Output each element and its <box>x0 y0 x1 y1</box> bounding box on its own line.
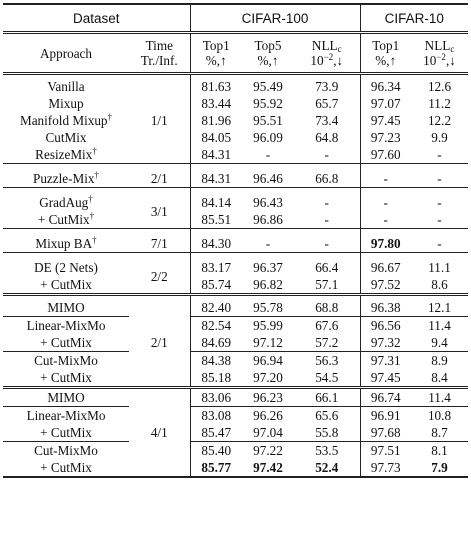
c100-top1-cell: 85.40 <box>201 443 232 458</box>
c100-nll-cell: - <box>294 211 360 229</box>
results-table-container <box>3 3 468 478</box>
table-row <box>3 459 468 477</box>
c100-top5-cell: 96.23 <box>253 390 283 405</box>
c10-nll-cell: - <box>437 236 442 251</box>
c10-top1-cell: 97.07 <box>370 96 401 111</box>
table-row <box>3 424 468 442</box>
time-cell: 2/1 <box>129 299 190 388</box>
c100-top5-cell: 96.86 <box>253 212 283 227</box>
c100-top5-cell: 97.12 <box>253 335 283 350</box>
approach-cell: CutMix <box>45 130 87 145</box>
column-header-row <box>3 33 468 74</box>
c100-top5-cell: 96.37 <box>253 260 283 275</box>
c100-nll-cell: 67.6 <box>294 317 360 335</box>
approach-cell: + CutMix <box>40 370 92 385</box>
pct-up-label: %,↑ <box>205 53 227 68</box>
approach-cell: Mixup BA† <box>35 235 97 251</box>
top5-label: Top5 <box>254 38 282 53</box>
approach-cell: MIMO <box>47 390 85 405</box>
approach-cell: ResizeMix† <box>35 146 97 162</box>
c100-top1-cell: 85.18 <box>201 370 232 385</box>
c100-nll-cell: 73.4 <box>294 112 360 129</box>
c100-nll-cell: 57.1 <box>294 276 360 295</box>
c100-nll-cell: 66.1 <box>294 388 360 407</box>
c100-top5-cell: 96.46 <box>253 171 283 186</box>
c100-nll-cell: 66.8 <box>294 170 360 188</box>
c100-nll-cell: 73.9 <box>294 78 360 95</box>
approach-cell: Manifold Mixup† <box>19 112 113 128</box>
nll-scale-label: $10^{-2},↓$ <box>423 52 456 68</box>
c100-top1-cell: 84.05 <box>201 130 232 145</box>
c100-top1-cell: 81.96 <box>201 113 232 128</box>
c10-top1-cell: - <box>383 212 388 227</box>
table-row <box>3 146 468 164</box>
c10-nll-cell: 10.8 <box>427 408 452 423</box>
table-row <box>3 194 468 211</box>
c100-nll-cell: - <box>294 146 360 164</box>
c10-top1-header <box>360 33 411 74</box>
approach-cell: + CutMix <box>40 460 92 475</box>
table-row <box>3 95 468 112</box>
c10-nll-cell: 8.9 <box>431 353 448 368</box>
c100-nll-cell: 65.6 <box>294 407 360 425</box>
table-row <box>3 170 468 188</box>
c100-nll-cell: 55.8 <box>294 424 360 442</box>
c100-top1-cell: 83.08 <box>201 408 232 423</box>
c100-top5-cell: 95.51 <box>253 113 283 128</box>
dagger-mark: † <box>92 235 97 245</box>
c10-nll-cell: - <box>437 171 442 186</box>
c10-nll-cell: 8.4 <box>431 370 448 385</box>
c10-top1-cell: 97.45 <box>370 113 401 128</box>
c10-top1-cell: 97.31 <box>370 353 401 368</box>
c10-nll-cell: 9.9 <box>431 130 448 145</box>
c10-nll-cell: 12.2 <box>427 113 452 128</box>
c10-nll-cell: - <box>437 195 442 210</box>
c10-nll-cell: 9.4 <box>431 335 448 350</box>
cifar10-header: CIFAR-10 <box>384 10 444 26</box>
dagger-mark: † <box>107 112 113 122</box>
top1-label: Top1 <box>372 38 400 53</box>
table-row <box>3 442 468 460</box>
table-row <box>3 211 468 229</box>
approach-cell: + CutMix <box>40 277 92 292</box>
c100-nll-cell: 52.4 <box>294 459 360 477</box>
c100-top1-cell: 81.63 <box>201 79 232 94</box>
c10-top1-cell: 96.67 <box>370 260 401 275</box>
table-row <box>3 317 468 335</box>
c10-nll-cell: 8.1 <box>431 443 448 458</box>
c10-nll-cell: 11.4 <box>428 390 451 405</box>
approach-cell: Linear-MixMo <box>26 318 106 333</box>
table-row <box>3 407 468 425</box>
dagger-mark: † <box>94 170 100 180</box>
c100-nll-header <box>294 33 360 74</box>
pct-up-label: %,↑ <box>257 53 279 68</box>
c10-top1-cell: 97.60 <box>370 147 401 162</box>
approach-cell: GradAug† <box>39 194 93 210</box>
c100-top5-cell: 96.94 <box>253 353 283 368</box>
table-row <box>3 369 468 388</box>
time-cell: 1/1 <box>129 78 190 164</box>
c10-top1-cell: 97.73 <box>370 460 401 475</box>
pct-up-label: %,↑ <box>375 53 397 68</box>
approach-cell: Cut-MixMo <box>34 353 98 368</box>
c100-top1-cell: 85.77 <box>201 460 232 475</box>
c100-top5-cell: 96.26 <box>253 408 283 423</box>
approach-header: Approach <box>40 45 92 61</box>
c10-top1-cell: 97.68 <box>370 425 401 440</box>
c100-top5-cell: 95.78 <box>253 300 283 315</box>
approach-cell: + CutMix <box>40 425 92 440</box>
table-row <box>3 235 468 253</box>
results-table <box>3 3 468 478</box>
c10-top1-cell: 97.45 <box>370 370 401 385</box>
c100-nll-cell: 68.8 <box>294 299 360 317</box>
table-row <box>3 129 468 146</box>
c10-nll-cell: 12.6 <box>427 79 452 94</box>
c100-nll-cell: 66.4 <box>294 259 360 276</box>
c100-top1-cell: 84.30 <box>201 236 232 251</box>
c100-nll-cell: 57.2 <box>294 334 360 352</box>
approach-cell: + CutMix <box>40 335 92 350</box>
c100-top1-header <box>190 33 242 74</box>
c10-top1-cell: 97.51 <box>370 443 401 458</box>
c100-top5-header <box>242 33 294 74</box>
approach-cell: Mixup <box>48 96 84 111</box>
c10-nll-cell: 11.1 <box>428 260 451 275</box>
c100-top5-cell: 96.09 <box>253 130 283 145</box>
table-row <box>3 352 468 370</box>
table-row <box>3 259 468 276</box>
c10-nll-cell: 7.9 <box>431 460 448 475</box>
approach-cell: Vanilla <box>47 79 85 94</box>
c100-top5-cell: 95.92 <box>253 96 283 111</box>
c100-top1-cell: 84.14 <box>201 195 232 210</box>
table-row <box>3 334 468 352</box>
c10-nll-cell: 8.7 <box>431 425 448 440</box>
dataset-header-row <box>3 4 468 33</box>
c100-top5-cell: 97.04 <box>253 425 283 440</box>
c10-top1-cell: 97.52 <box>370 277 401 292</box>
c100-top5-cell: - <box>265 236 271 251</box>
dataset-header: Dataset <box>3 4 190 33</box>
cifar100-header: CIFAR-100 <box>190 4 360 33</box>
c10-top1-cell: 97.32 <box>370 335 401 350</box>
c100-nll-cell: 65.7 <box>294 95 360 112</box>
c10-nll-cell: - <box>437 212 442 227</box>
approach-cell: Linear-MixMo <box>26 408 106 423</box>
time-header-line2: Tr./Inf. <box>140 53 178 68</box>
c100-top1-cell: 84.31 <box>201 171 232 186</box>
c100-nll-cell: - <box>294 235 360 253</box>
nll-scale-label: $10^{-2},↓$ <box>310 52 344 68</box>
c100-top1-cell: 85.47 <box>201 425 232 440</box>
c100-top5-cell: - <box>265 147 271 162</box>
c100-top1-cell: 83.06 <box>201 390 232 405</box>
approach-cell: Puzzle-Mix† <box>32 170 100 186</box>
table-row <box>3 276 468 295</box>
c10-top1-cell: 96.38 <box>370 300 401 315</box>
c100-top1-cell: 85.74 <box>201 277 232 292</box>
time-cell: 3/1 <box>129 194 190 229</box>
c100-top5-cell: 97.20 <box>253 370 283 385</box>
c100-top5-cell: 96.43 <box>253 195 283 210</box>
approach-cell: + CutMix† <box>37 211 95 227</box>
c100-top1-cell: 85.51 <box>201 212 232 227</box>
approach-cell: Cut-MixMo <box>34 443 98 458</box>
c10-nll-cell: 12.1 <box>427 300 452 315</box>
time-cell: 2/1 <box>129 170 190 188</box>
c100-nll-cell: 53.5 <box>294 442 360 460</box>
c100-top5-cell: 95.49 <box>253 79 283 94</box>
table-row <box>3 112 468 129</box>
c100-top5-cell: 95.99 <box>253 318 283 333</box>
c10-top1-cell: - <box>383 195 388 210</box>
c10-nll-cell: 11.2 <box>428 96 451 111</box>
c10-top1-cell: 97.23 <box>370 130 401 145</box>
c100-top1-cell: 84.69 <box>201 335 232 350</box>
c10-top1-cell: 96.74 <box>370 390 401 405</box>
c10-top1-cell: 96.56 <box>370 318 401 333</box>
c10-top1-cell: 96.91 <box>370 408 401 423</box>
time-cell: 4/1 <box>129 388 190 478</box>
c100-top5-cell: 97.42 <box>253 460 283 475</box>
c100-top1-cell: 82.40 <box>201 300 232 315</box>
c100-top1-cell: 82.54 <box>201 318 232 333</box>
time-cell: 7/1 <box>129 235 190 253</box>
approach-cell: DE (2 Nets) <box>34 260 98 275</box>
dagger-mark: † <box>88 194 93 204</box>
table-row <box>3 78 468 95</box>
time-header <box>129 33 190 74</box>
time-cell: 2/2 <box>129 259 190 295</box>
nll-label: $NLL_c$ <box>424 38 455 54</box>
c100-top1-cell: 84.38 <box>201 353 232 368</box>
time-header-line1: Time <box>145 38 173 53</box>
nll-label: $NLL_c$ <box>311 38 342 54</box>
c100-nll-cell: 64.8 <box>294 129 360 146</box>
c10-top1-cell: 97.80 <box>370 236 401 251</box>
approach-cell: MIMO <box>47 300 85 315</box>
c10-nll-header <box>411 33 468 74</box>
c10-top1-cell: 96.34 <box>370 79 401 94</box>
table-row <box>3 388 468 407</box>
c10-top1-cell: - <box>383 171 388 186</box>
c10-nll-cell: 11.4 <box>428 318 451 333</box>
c100-top1-cell: 84.31 <box>201 147 232 162</box>
top1-label: Top1 <box>202 38 230 53</box>
c10-nll-cell: - <box>437 147 442 162</box>
c100-top1-cell: 83.17 <box>201 260 232 275</box>
c10-nll-cell: 8.6 <box>431 277 448 292</box>
c100-nll-cell: - <box>294 194 360 211</box>
c100-top5-cell: 96.82 <box>253 277 283 292</box>
c100-nll-cell: 54.5 <box>294 369 360 388</box>
dagger-mark: † <box>92 146 97 156</box>
c100-top1-cell: 83.44 <box>201 96 232 111</box>
dagger-mark: † <box>89 211 95 221</box>
table-row <box>3 299 468 317</box>
c100-top5-cell: 97.22 <box>253 443 283 458</box>
c100-nll-cell: 56.3 <box>294 352 360 370</box>
